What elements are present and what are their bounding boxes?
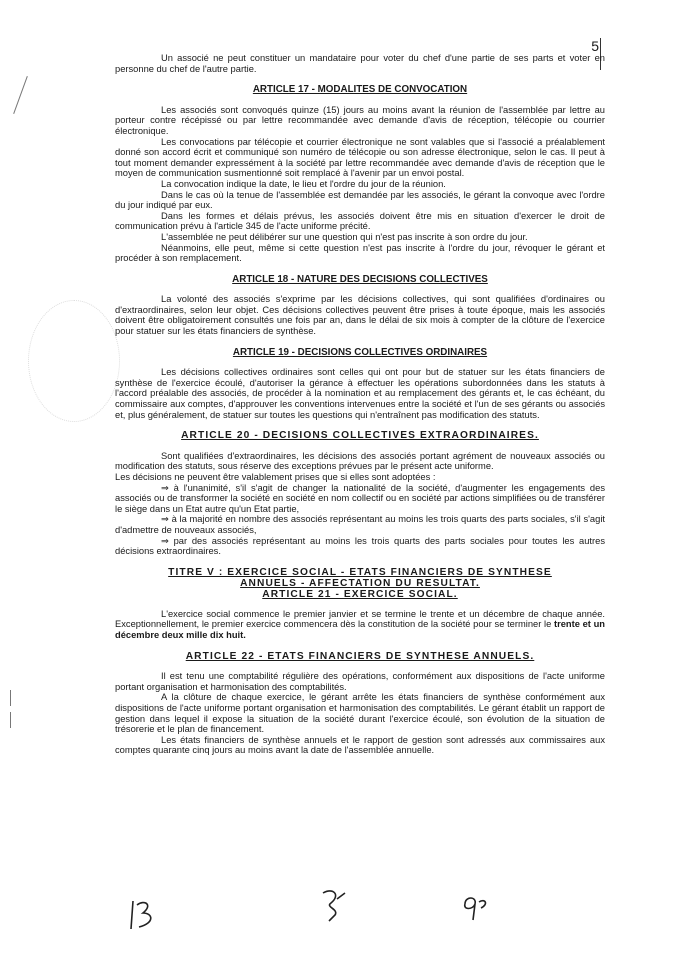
article-22-heading: ARTICLE 22 - ETATS FINANCIERS DE SYNTHESE ANNUELS. bbox=[185, 650, 535, 662]
article-21-heading: ARTICLE 21 - EXERCICE SOCIAL. bbox=[262, 588, 458, 600]
article-17-paragraph: Dans les formes et délais prévus, les associés doivent être mis en situation d'exercer le droit de communication prévu à l'article 345 de l'acte uniforme précité. bbox=[115, 210, 605, 232]
signature-initials-middle bbox=[315, 885, 355, 925]
titre-5-heading bbox=[115, 567, 605, 600]
article-22-paragraph: A la clôture de chaque exercice, le gérant arrête les états financiers de synthèse conformément aux dispositions de l'acte uniforme portant organisation et harmonisation des comptabilités. Le gérant établit un rapport de gestion dans lequel il expose la situation de la société durant l'exercice écoulé, son évolution de la situation de trésorerie et le plan de financement. bbox=[115, 692, 605, 735]
margin-mark bbox=[10, 690, 11, 706]
margin-mark bbox=[13, 76, 28, 114]
article-22-paragraph: Les états financiers de synthèse annuels et le rapport de gestion sont adressés aux commissaires aux comptes quarante cinq jours au moins avant la date de l'assemblée annuelle. bbox=[115, 734, 605, 756]
article-20-list-item: ⇒ à la majorité en nombre des associés représentant au moins les trois quarts des parts sociales, s'il s'agit d'admettre de nouveaux associés, bbox=[115, 514, 605, 535]
article-20-heading: ARTICLE 20 - DECISIONS COLLECTIVES EXTRAORDINAIRES. bbox=[181, 430, 539, 442]
document-body bbox=[115, 53, 605, 756]
article-17-paragraph: Dans le cas où la tenue de l'assemblée est demandée par les associés, le gérant la convoque avec l'ordre du jour indiqué par eux. bbox=[115, 189, 605, 211]
article-17-paragraph: La convocation indique la date, le lieu et l'ordre du jour de la réunion. bbox=[161, 178, 446, 189]
article-17-paragraph: Néanmoins, elle peut, même si cette question n'est pas inscrite à l'ordre du jour, révoquer le gérant et procéder à son remplacement. bbox=[115, 242, 605, 264]
article-19-paragraph: Les décisions collectives ordinaires sont celles qui ont pour but de statuer sur les états financiers de synthèse de l'exercice écoulé, d'autoriser la gérance à effectuer les opérations subordonnées dans les statuts à l'accord préalable des associés, de procéder à la nomination et au remplacement des gérants et, le cas échéant, du commissaire aux comptes, d'approuver les conventions intervenues entre la société et l'un de ses gérants ou associés et, plus généralement, de statuer sur toutes les questions qui n'entraînent pas modification des statuts. bbox=[115, 367, 605, 420]
page-number: 5 bbox=[591, 38, 599, 54]
article-20-list-item: ⇒ à l'unanimité, s'il s'agit de changer la nationalité de la société, d'augmenter les engagements des associés ou de transformer la société en société en nom collectif ou en société par actions simplifiées ou de transférer le siège dans un Etat autre qu'un Etat partie, bbox=[115, 482, 605, 514]
titre-5-line: ANNUELS - AFFECTATION DU RESULTAT. bbox=[240, 577, 480, 589]
article-21-text: L'exercice social commence le premier janvier et se termine le trente et un décembre de chaque année. Exceptionnellement, le premier exercice commencera dès la constitution de la société pour se terminer le bbox=[115, 608, 605, 630]
signature-initials-right bbox=[455, 890, 495, 930]
article-20-list-item: ⇒ par des associés représentant au moins les trois quarts des parts sociales pour toutes les autres décisions extraordinaires. bbox=[115, 535, 605, 557]
article-17-heading: ARTICLE 17 - MODALITES DE CONVOCATION bbox=[252, 84, 468, 96]
article-17-paragraph: Les associés sont convoqués quinze (15) jours au moins avant la réunion de l'assemblée par lettre au porteur contre récépissé ou par lettre recommandée avec demande d'avis de réception, télécopie ou courrier électronique. bbox=[115, 104, 605, 136]
intro-paragraph: Un associé ne peut constituer un mandataire pour voter du chef d'une partie de ses parts et voter en personne du chef de l'autre partie. bbox=[115, 53, 605, 74]
faded-stamp bbox=[28, 300, 120, 422]
article-21-paragraph bbox=[115, 609, 605, 641]
article-20-paragraph: Les décisions ne peuvent être valablement prises que si elles sont adoptées : bbox=[115, 472, 436, 482]
article-20-paragraph: Sont qualifiées d'extraordinaires, les décisions des associés portant agrément de nouveaux associés ou modification des statuts, sous réserve des exceptions prévues par le présent acte uniforme. bbox=[115, 450, 605, 472]
article-17-paragraph: L'assemblée ne peut délibérer sur une question qui n'est pas inscrite à son ordre du jour. bbox=[161, 231, 528, 242]
article-17-paragraph: Les convocations par télécopie et courrier électronique ne sont valables que si l'associé a préalablement donné son accord écrit et communiqué son numéro de télécopie ou son adresse électronique, selon le cas. Il peut à tout moment demander expressément à la société par lettre recommandée avec demande d'avis de réception que le moyen de communication susmentionné soit remplacé à l'avenir par un envoi postal. bbox=[115, 136, 605, 179]
titre-5-line: TITRE V : EXERCICE SOCIAL - ETATS FINANCIERS DE SYNTHESE bbox=[168, 566, 552, 578]
article-22-paragraph: Il est tenu une comptabilité régulière des opérations, conformément aux dispositions de l'acte uniforme portant organisation et harmonisation des comptabilités. bbox=[115, 671, 605, 692]
margin-mark bbox=[10, 712, 11, 728]
article-18-heading: ARTICLE 18 - NATURE DES DECISIONS COLLECTIVES bbox=[232, 273, 488, 285]
article-18-paragraph: La volonté des associés s'exprime par les décisions collectives, qui sont qualifiées d'ordinaires ou d'extraordinaires, selon leur objet. Ces décisions collectives peuvent être prises à toute époque, mais les associés doivent être obligatoirement consultés une fois par an, dans le délai de six mois à compter de la clôture de l'exercice pour statuer sur les états financiers de synthèse. bbox=[115, 294, 605, 337]
signature-initials-left bbox=[125, 895, 165, 935]
article-21-end-date: trente et un décembre deux mille dix huit. bbox=[115, 619, 605, 640]
article-19-heading: ARTICLE 19 - DECISIONS COLLECTIVES ORDINAIRES bbox=[232, 346, 488, 358]
